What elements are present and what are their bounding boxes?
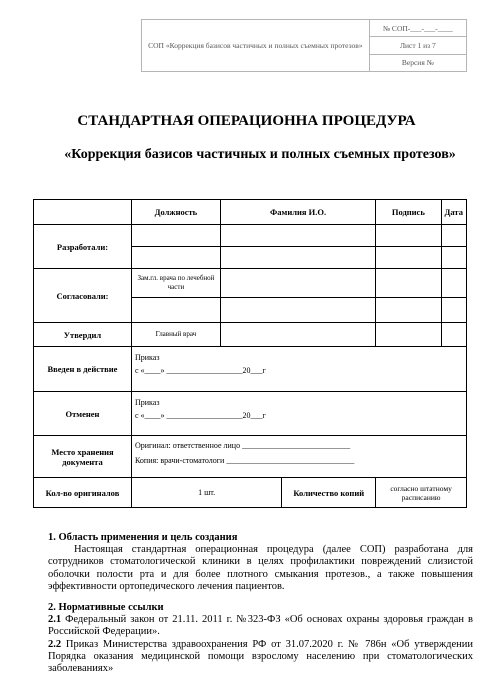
approved-date — [441, 323, 467, 347]
storage-copy: Копия: врачи-стоматологи ________________________________ — [134, 456, 355, 465]
approved-name — [220, 323, 375, 347]
col-name: Фамилия И.О. — [220, 200, 375, 225]
agreed-name-1 — [220, 269, 375, 298]
section-2-2-text: Приказ Министерства здравоохранения РФ от 31.07.2020 г. № 786н «Об утверждении Порядка оказания медицинской помощи взрослому населению при стоматологических заболеваниях» — [48, 638, 473, 675]
developed-sign-2 — [376, 247, 441, 269]
originals-label: Кол-во оригиналов — [34, 478, 132, 508]
col-position: Должность — [131, 200, 220, 225]
copies-value: согласно штатному расписанию — [376, 478, 467, 508]
agreed-position-2 — [131, 298, 220, 323]
sop-number: № СОП-___-___-____ — [369, 20, 466, 37]
developed-name-1 — [220, 225, 375, 247]
table-corner — [34, 200, 132, 225]
storage-original: Оригинал: ответственное лицо ___________________________ — [134, 441, 351, 450]
section-1-text: Настоящая стандартная операционная процедура (далее СОП) разработана для сотрудников стоматологической клиники в целях профилактики повреждений слизистой оболочки полости рта и для более плотного смыкания протезов., а также повышения эффективности ортопедического лечения пациентов. — [48, 544, 473, 592]
developed-sign-1 — [376, 225, 441, 247]
developed-date-2 — [441, 247, 467, 269]
document-title: СТАНДАРТНАЯ ОПЕРАЦИОННА ПРОЦЕДУРА — [77, 113, 416, 129]
originals-value: 1 шт. — [131, 478, 281, 508]
copies-label: Количество копий — [282, 478, 376, 508]
section-2-2-number: 2.2 — [48, 638, 62, 650]
cancelled-label: Отменен — [34, 392, 132, 436]
introduced-label: Введен в действие — [34, 347, 132, 392]
section-2-2 — [48, 639, 473, 676]
agreed-sign-1 — [376, 269, 441, 298]
section-2-1 — [48, 614, 473, 638]
approval-table — [33, 199, 467, 508]
developed-position-1 — [131, 225, 220, 247]
agreed-sign-2 — [376, 298, 441, 323]
introduced-order: Приказ — [134, 353, 160, 362]
col-signature: Подпись — [376, 200, 441, 225]
agreed-position: Зам.гл. врача по лечебной части — [131, 269, 220, 298]
storage-cell — [131, 436, 466, 478]
agreed-label: Согласовали: — [34, 269, 132, 323]
agreed-date-2 — [441, 298, 467, 323]
document-header — [141, 19, 467, 72]
introduced-date: с «____» ___________________20___г — [134, 366, 266, 375]
storage-label: Место хранения документа — [34, 436, 132, 478]
agreed-date-1 — [441, 269, 467, 298]
developed-position-2 — [131, 247, 220, 269]
document-subtitle: «Коррекция базисов частичных и полных съемных протезов» — [64, 147, 456, 162]
developed-date-1 — [441, 225, 467, 247]
cancelled-order-cell — [131, 392, 466, 436]
introduced-order-cell — [131, 347, 466, 392]
approved-label: Утвердил — [34, 323, 132, 347]
section-2-1-text: Федеральный закон от 21.11. 2011 г. №323-ФЗ «Об основах охраны здоровья граждан в Российской Федерации». — [48, 614, 473, 638]
cancelled-date: с «____» ___________________20___г — [134, 411, 266, 420]
developed-name-2 — [220, 247, 375, 269]
cancelled-order: Приказ — [134, 398, 160, 407]
version-number: Версия № — [369, 54, 466, 71]
developed-label: Разработали: — [34, 225, 132, 269]
agreed-name-2 — [220, 298, 375, 323]
sop-name: СОП «Коррекция базисов частичных и полных съемных протезов» — [142, 20, 370, 72]
approved-sign — [376, 323, 441, 347]
approved-position: Главный врач — [131, 323, 220, 347]
section-2-title: 2. Нормативные ссылки — [48, 602, 164, 614]
section-2-1-number: 2.1 — [48, 614, 62, 626]
sheet-number: Лист 1 из 7 — [369, 37, 466, 54]
section-1-title: 1. Область применения и цель создания — [48, 532, 238, 543]
document-body — [48, 532, 473, 675]
col-date: Дата — [441, 200, 467, 225]
